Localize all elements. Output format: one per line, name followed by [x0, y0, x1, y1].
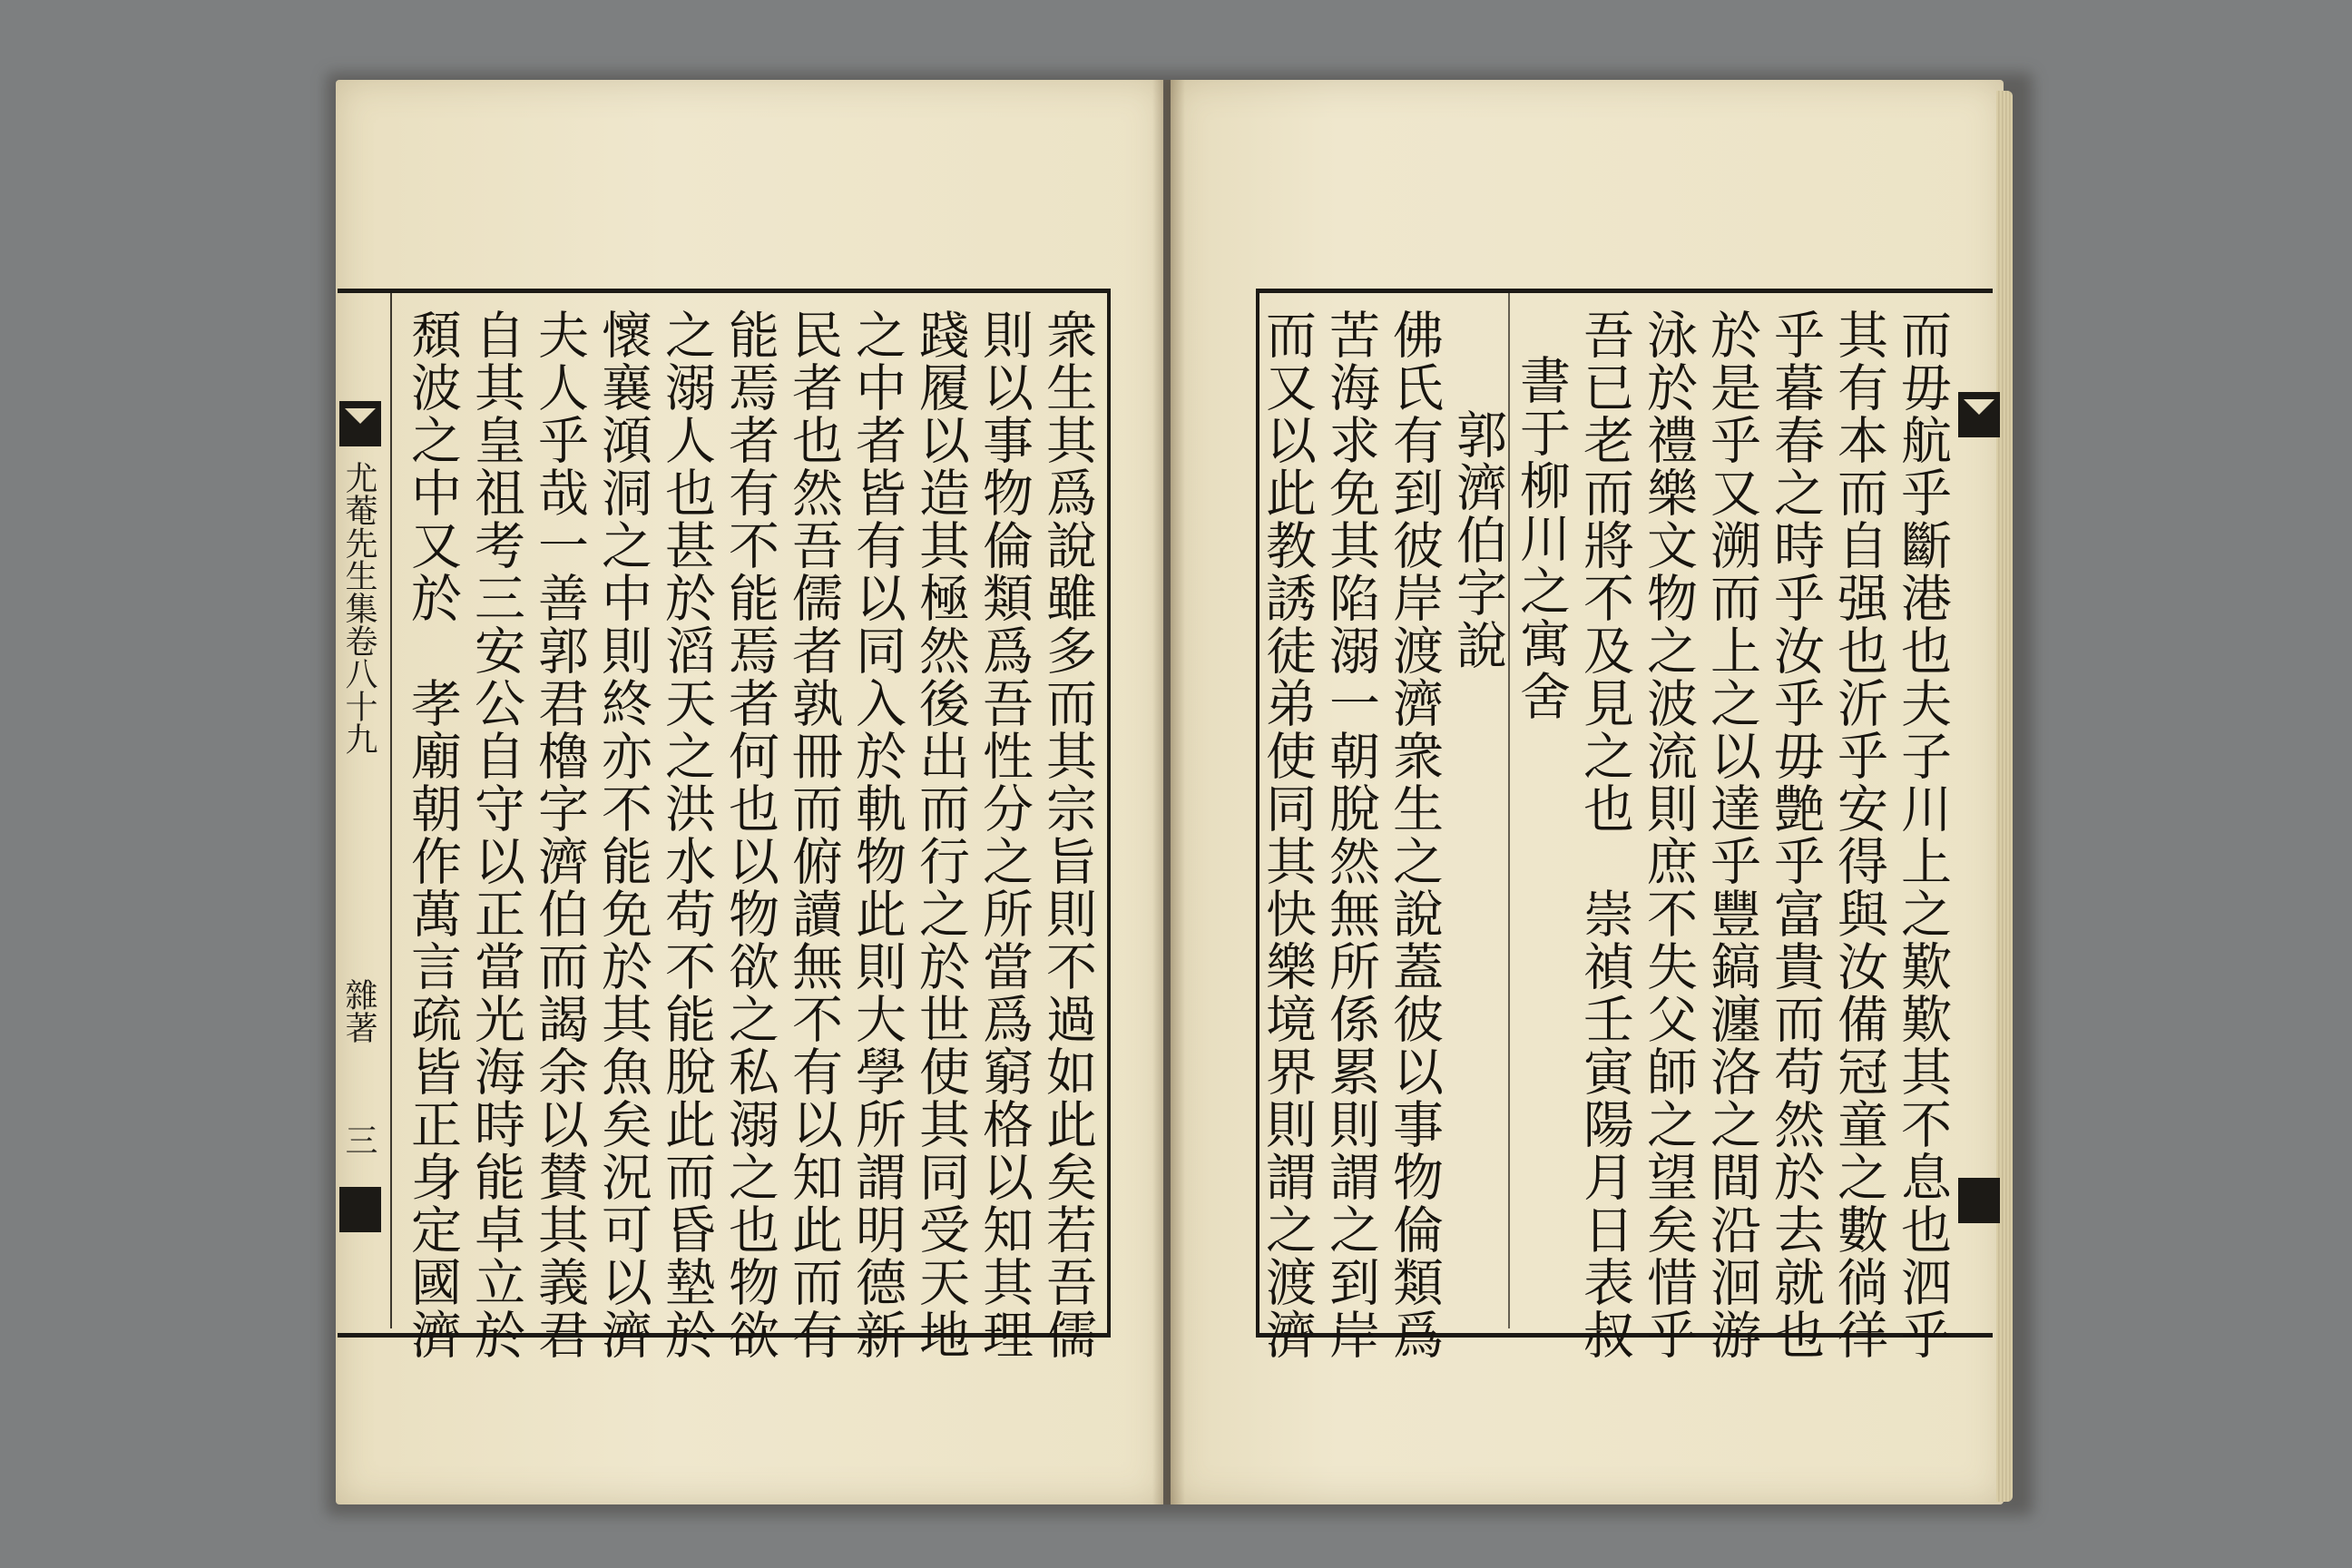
left-column-11: 頹波之中又於 孝廟朝作萬言疏皆正身定國濟	[403, 309, 462, 1361]
left-column-9: 夫人乎哉一善郭君櫓字濟伯而謁余以賛其義君	[530, 309, 589, 1361]
banxin-section: 雜著	[340, 978, 377, 1044]
left-column-5: 民者也然吾儒者孰冊而俯讀無不有以知此而有	[784, 309, 843, 1361]
left-column-4: 之中者皆有以同入於軌物此則大學所謂明德新	[848, 309, 906, 1361]
left-column-8: 懷襄澒洞之中則終亦不能免於其魚矣況可以濟	[593, 309, 652, 1361]
right-column-10: 苦海求免其陷溺一朝脫然無所係累則謂之到岸	[1321, 309, 1380, 1361]
right-column-11: 而又以此教誘徒弟使同其快樂境界則謂之渡濟	[1258, 309, 1317, 1361]
lower-fishtail-mark	[339, 1187, 381, 1232]
book-gutter	[1152, 80, 1185, 1504]
right-upper-fishtail-mark	[1958, 392, 2000, 437]
essay-title: 郭濟伯字說	[1448, 408, 1507, 671]
column-divider	[1508, 293, 1510, 1328]
left-column-3: 踐履以造其極然後出而行之於世使其同受天地	[911, 309, 970, 1361]
right-column-3: 乎暮春之時乎汝乎毋艶乎富貴而苟然於去就也	[1766, 309, 1825, 1361]
left-column-10: 自其皇祖考三安公自守以正當光海時能卓立於	[466, 309, 525, 1361]
right-lower-fishtail-mark	[1958, 1178, 2000, 1223]
right-column-9: 佛氏有到彼岸渡濟衆生之說蓋彼以事物倫類爲	[1385, 309, 1444, 1361]
page-edges	[1996, 91, 2013, 1502]
right-column-7: 書于柳川之寓舍	[1512, 354, 1571, 722]
right-column-2: 其有本而自强也沂乎安得與汝備冠童之數徜徉	[1829, 309, 1888, 1361]
banxin-title: 尤菴先生集卷八十九	[340, 461, 377, 755]
upper-fishtail-mark	[339, 401, 381, 446]
left-column-2: 則以事物倫類爲吾性分之所當爲窮格以知其理	[975, 309, 1034, 1361]
left-column-6: 能焉者有不能焉者何也以物欲之私溺之也物欲	[720, 309, 779, 1361]
right-column-5: 泳於禮樂文物之波流則庶不失父師之望矣惜乎	[1639, 309, 1698, 1361]
banxin-page-number: 三	[340, 1123, 377, 1156]
right-column-6: 吾已老而將不及見之也 崇禎壬寅陽月日表叔	[1575, 309, 1634, 1361]
banxin-border	[390, 293, 392, 1328]
left-column-1: 衆生其爲說雖多而其宗旨則不過如此矣若吾儒	[1038, 309, 1097, 1361]
right-column-1: 而毋航乎斷港也夫子川上之歎歎其不息也泗乎	[1893, 309, 1952, 1361]
left-column-7: 之溺人也甚於滔天之洪水苟不能脫此而昏墊於	[657, 309, 716, 1361]
right-column-4: 於是乎又溯而上之以達乎豐鎬瀍洛之間沿洄游	[1702, 309, 1761, 1361]
